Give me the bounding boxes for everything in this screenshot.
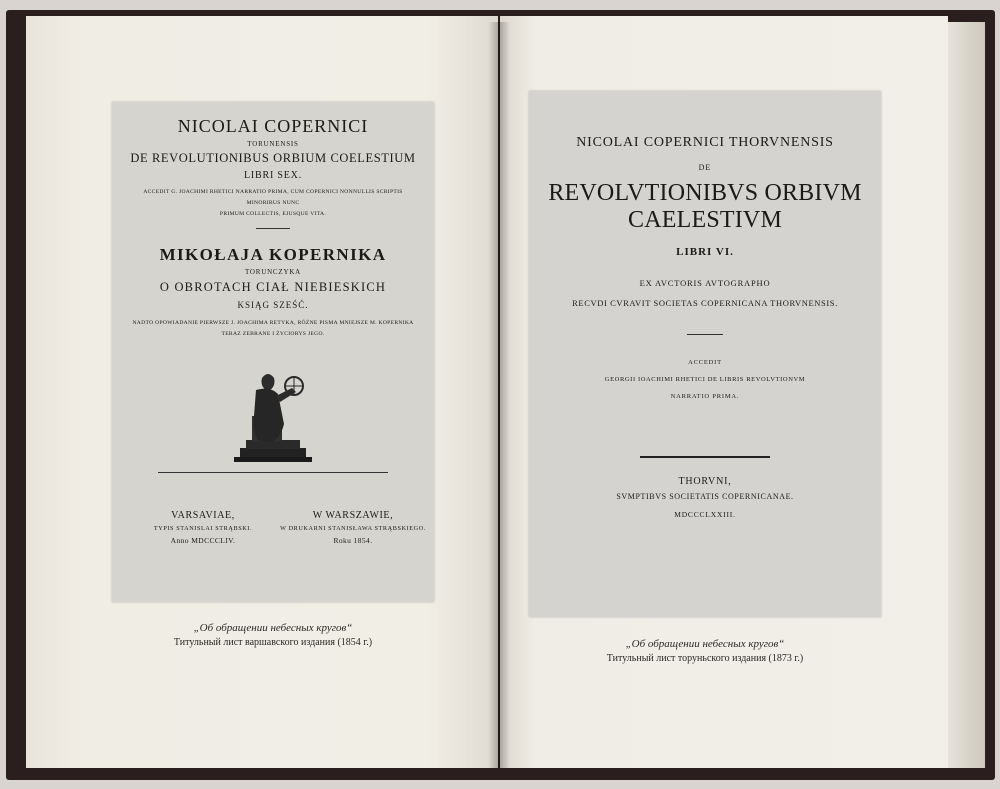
right-caption-subtitle: Титульный лист торуньского издания (1873 г.): [606, 653, 804, 664]
left-note-polish: [130, 318, 416, 340]
right-narratio: NARRATIO PRIMA.: [670, 393, 740, 400]
right-work: REVOLVTIONIBVS ORBIVM CAELESTIVM: [548, 180, 862, 233]
imprint-latin: [128, 510, 278, 545]
left-work-latin: DE REVOLUTIONIBUS ORBIUM COELESTIUM: [130, 151, 416, 165]
left-title-latin: NICOLAI COPERNICI: [177, 116, 369, 136]
right-title: NICOLAI COPERNICI THORVNENSIS: [576, 135, 834, 150]
long-rule: [158, 472, 388, 473]
right-georgii: GEORGII IOACHIMI RHETICI DE LIBRIS REVOLVTIONVM: [604, 376, 806, 383]
right-libri: LIBRI VI.: [676, 246, 734, 258]
imprint-polish: [278, 510, 428, 545]
imprint-polish-city: W WARSZAWIE,: [312, 510, 394, 521]
imprint-polish-year: Roku 1854.: [333, 536, 373, 545]
short-rule: [256, 228, 290, 229]
book-spine: [488, 22, 510, 768]
right-page: [500, 16, 948, 768]
left-note-latin-line2: PRIMUM COLLECTIS, EJUSQUE VITA.: [219, 211, 327, 217]
left-libri-polish: KSIĄG SZEŚĆ.: [237, 300, 309, 310]
left-caption-subtitle: Титульный лист варшавского издания (1854 г.): [173, 637, 373, 648]
right-title-plate: [529, 91, 881, 617]
right-recudi: RECVDI CVRAVIT SOCIETAS COPERNICANA THORVNENSIS.: [572, 298, 838, 308]
right-year: MDCCCLXXIII.: [674, 510, 736, 519]
imprint-latin-city: VARSAVIAE,: [171, 510, 235, 521]
copernicus-statue-icon: [228, 356, 318, 464]
short-rule: [687, 334, 723, 335]
imprint-latin-year: Anno MDCCCLIV.: [170, 536, 236, 545]
right-ex-autographo: EX AVCTORIS AVTOGRAPHO: [639, 278, 771, 288]
left-libri-latin: LIBRI SEX.: [244, 170, 302, 181]
right-de: DE: [698, 163, 712, 172]
left-torunczyka: TORUNCZYKA: [244, 268, 302, 276]
left-caption-title: „Об обращении небесных кругов“: [193, 622, 353, 634]
imprint-polish-printer: W DRUKARNI STANISŁAWA STRĄBSKIEGO.: [280, 525, 426, 532]
right-caption-title: „Об обращении небесных кругов“: [625, 638, 785, 650]
left-page: [26, 16, 498, 768]
right-accedit: ACCEDIT: [688, 359, 722, 366]
left-note-polish-line1: NADTO OPOWIADANIE PIERWSZE J. JOACHIMA RETYKA, RÓŻNE PISMA MNIEJSZE M. KOPERNIKA: [132, 320, 414, 326]
ornamental-rule: [640, 456, 770, 458]
right-sumptibus: SVMPTIBVS SOCIETATIS COPERNICANAE.: [616, 492, 794, 501]
left-torunensis: TORUNENSIS: [247, 140, 299, 148]
page-edges: [944, 22, 985, 768]
left-note-latin: [132, 187, 414, 220]
left-work-polish: O OBROTACH CIAŁ NIEBIESKICH: [159, 280, 387, 294]
imprint-latin-printer: TYPIS STANISLAI STRĄBSKI.: [153, 525, 253, 532]
left-title-polish: MIKOŁAJA KOPERNIKA: [159, 245, 387, 264]
left-title-plate: [112, 102, 434, 602]
left-note-polish-line2: TERAZ ZEBRANE I ŻYCIORYS JEGO.: [221, 331, 325, 337]
left-note-latin-line1: ACCEDIT G. JOACHIMI RHETICI NARRATIO PRIMA, CUM COPERNICI NONNULLIS SCRIPTIS MINORIBUS NUNC: [143, 189, 403, 206]
right-caption: [529, 638, 881, 664]
right-thorvni: THORVNI,: [678, 476, 732, 487]
left-caption: [112, 622, 434, 648]
